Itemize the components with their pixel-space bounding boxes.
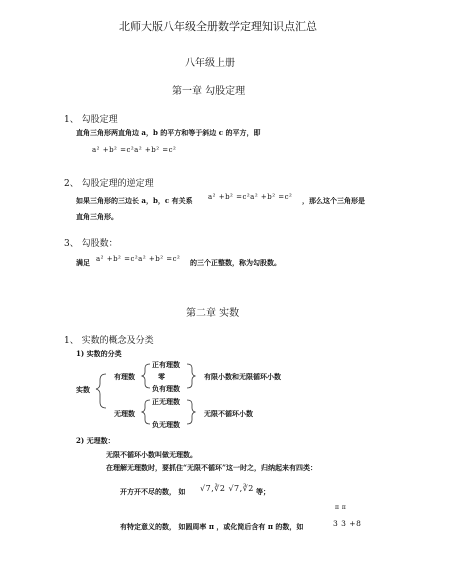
irrational-right-brace bbox=[187, 400, 195, 424]
ch2-section1-title: 1、 实数的概念及分类 bbox=[64, 336, 154, 346]
irrational-type1-text: 开方开不尽的数， 如 bbox=[120, 487, 186, 496]
tree-irrational: 无理数 bbox=[114, 409, 135, 418]
section1-text: 直角三角形两直角边 a，b 的平方和等于斜边 c 的平方，即 bbox=[76, 128, 261, 137]
irrational-type1-math: √7,∛2 √7,∛2 bbox=[200, 484, 254, 493]
section1-title: 1、 勾股定理 bbox=[64, 115, 118, 125]
section1-formula: a² +b² =c²a² +b² =c² bbox=[92, 146, 177, 154]
ch2-sub2-title: 2) 无理数： bbox=[76, 436, 115, 445]
irrational-understanding: 在理解无理数时，要抓住“无限不循环”这一时之，归纳起来有四类： bbox=[106, 463, 318, 472]
document-title: 北师大版八年级全册数学定理知识点汇总 bbox=[119, 20, 317, 33]
tree-neg-rational: 负有理数 bbox=[152, 384, 180, 393]
rational-right-brace bbox=[187, 364, 195, 388]
tree-rational: 有理数 bbox=[114, 372, 135, 381]
irrational-type2-text: 有特定意义的数， 如圆周率 π ，或化简后含有 π 的数，如 bbox=[120, 522, 304, 531]
rational-brace bbox=[142, 364, 150, 388]
main-brace bbox=[96, 374, 106, 408]
tree-pos-rational: 正有理数 bbox=[152, 360, 180, 369]
section2-text-c: 直角三角形。 bbox=[76, 212, 118, 221]
section3-text-b: 的三个正整数，称为勾股数。 bbox=[190, 258, 281, 267]
section3-text-a: 满足 bbox=[76, 258, 90, 267]
irrational-type1-end: 等； bbox=[256, 487, 270, 496]
irrational-definition: 无限不循环小数叫做无理数。 bbox=[106, 450, 197, 459]
irrational-brace bbox=[142, 400, 150, 424]
section3-formula: a² +b² =c²a² +b² =c² bbox=[96, 255, 181, 263]
tree-pos-irrational: 正无理数 bbox=[152, 397, 180, 406]
volume-heading: 八年级上册 bbox=[185, 58, 235, 69]
section2-text-b: ，那么这个三角形是 bbox=[302, 196, 365, 205]
tree-root: 实数 bbox=[76, 385, 90, 394]
tree-rational-note: 有限小数和无限循环小数 bbox=[204, 372, 281, 381]
irrational-type2-top: π π bbox=[335, 504, 347, 511]
section2-text-a: 如果三角形的三边长 a，b，c 有关系 bbox=[76, 196, 193, 205]
tree-zero: 零 bbox=[158, 372, 165, 381]
section2-title: 2、 勾股定理的逆定理 bbox=[64, 179, 154, 189]
ch2-sub1-title: 1) 实数的分类 bbox=[76, 349, 122, 358]
tree-irrational-note: 无限不循环小数 bbox=[204, 409, 253, 418]
tree-neg-irrational: 负无理数 bbox=[152, 420, 180, 429]
irrational-type2-bottom: 3 3 +8 bbox=[333, 519, 362, 528]
chapter2-title: 第二章 实数 bbox=[186, 308, 240, 319]
section3-title: 3、 勾股数： bbox=[64, 239, 118, 249]
section2-formula: a² +b² =c²a² +b² =c² bbox=[208, 193, 293, 201]
chapter1-title: 第一章 勾股定理 bbox=[172, 86, 246, 97]
